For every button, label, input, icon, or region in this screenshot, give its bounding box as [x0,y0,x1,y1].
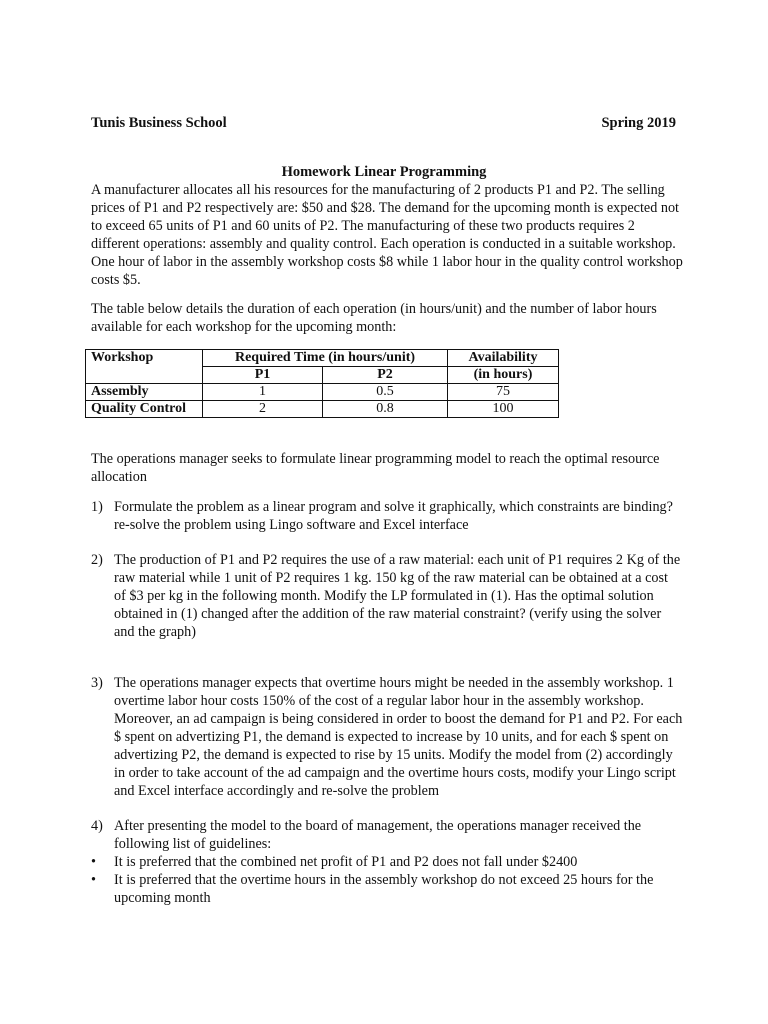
manager-paragraph: The operations manager seeks to formulate linear programming model to reach the optimal resource allocation [91,451,660,485]
guideline-item [91,871,683,907]
guideline-text: It is preferred that the combined net profit of P1 and P2 does not fall under $2400 [114,854,578,870]
question-text: After presenting the model to the board of management, the operations manager received the following list of guidelines: [114,818,642,852]
guideline-text: It is preferred that the overtime hours in the assembly workshop do not exceed 25 hours for the upcoming month [114,872,654,906]
header-required-time: Required Time (in hours/unit) [203,350,448,367]
question-number: 3) [91,675,103,691]
cell-workshop: Assembly [86,384,203,401]
header-availability-unit: (in hours) [448,367,559,384]
question-4 [91,817,683,853]
question-3 [91,674,683,800]
guideline-item [91,853,683,871]
table-header-row [86,350,559,367]
header-workshop: Workshop [86,350,203,384]
cell-p1: 2 [203,401,323,418]
intro-paragraph: A manufacturer allocates all his resources for the manufacturing of 2 products P1 and P2. The selling prices of P1 and P2 respectively are: $50 and $28. The demand for the upcoming month is expected not to exceed 65 units of P1 and 60 units of P2. The manufacturing of these two products requires 2 different operations: assembly and quality control. Each operation is conducted in a suitable workshop. One hour of labor in the assembly workshop costs $8 while 1 labor hour in the quality control workshop costs $5. [91,182,683,288]
table-row [86,401,559,418]
bullet-icon: • [91,854,96,870]
question-text: Formulate the problem as a linear program and solve it graphically, which constraints are binding? re-solve the problem using Lingo software and Excel interface [114,499,673,533]
cell-availability: 75 [448,384,559,401]
header-p1: P1 [203,367,323,384]
cell-workshop: Quality Control [86,401,203,418]
cell-p1: 1 [203,384,323,401]
question-1 [91,498,683,534]
question-text: The production of P1 and P2 requires the use of a raw material: each unit of P1 requires 2 Kg of the raw material while 1 unit of P2 requires 1 kg. 150 kg of the raw material can be obtained at a cost of $3 per kg in the following month. Modify the LP formulated in (1). Has the optimal solution obtained in (1) changed after the addition of the raw material constraint? (verify using the solver and the graph) [114,552,681,640]
cell-p2: 0.5 [323,384,448,401]
question-number: 2) [91,552,103,568]
header [91,114,676,134]
question-2 [91,551,683,641]
header-availability: Availability [448,350,559,367]
term: Spring 2019 [601,115,676,131]
question-text: The operations manager expects that overtime hours might be needed in the assembly workshop. 1 overtime labor hour costs 150% of the cost of a regular labor hour in the assembly workshop. Moreover, an ad campaign is being considered in order to boost the demand for P1 and P2. For each $ spent on advertizing P1, the demand is expected to increase by 10 units, and for each $ spent on advertizing P2, the demand is expected to rise by 15 units. Modify the model from (2) accordingly in order to take account of the ad campaign and the overtime hours costs, modify your Lingo script and Excel interface accordingly and re-solve the problem [114,675,683,799]
table-row [86,384,559,401]
document-title: Homework Linear Programming [281,164,487,180]
question-number: 4) [91,818,103,834]
table-intro: The table below details the duration of each operation (in hours/unit) and the number of labor hours available for each workshop for the upcoming month: [91,301,657,335]
cell-p2: 0.8 [323,401,448,418]
bullet-icon: • [91,872,96,888]
question-number: 1) [91,499,103,515]
cell-availability: 100 [448,401,559,418]
header-p2: P2 [323,367,448,384]
school-name: Tunis Business School [91,115,227,131]
workshop-table [85,349,559,418]
